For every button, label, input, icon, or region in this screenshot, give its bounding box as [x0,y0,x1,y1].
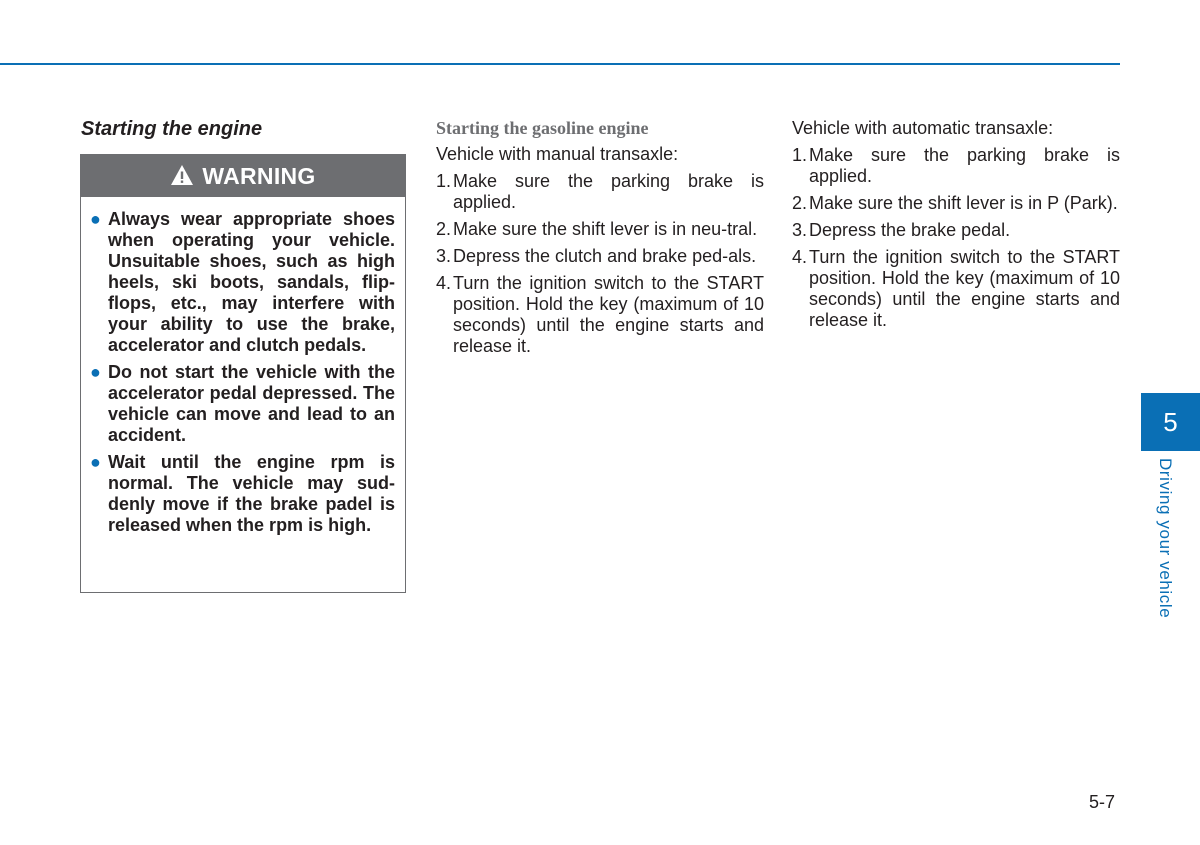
step-item [436,246,764,267]
step-number: 2. [792,193,808,213]
step-item [436,219,764,240]
step-item [436,171,764,213]
page-number: 5-7 [1089,792,1116,812]
step-text: Turn the ignition switch to the START position. Hold the key (maximum of 10 seconds) until the engine starts and release it. [809,247,1120,330]
step-text: Make sure the shift lever is in neu-tral. [453,219,758,239]
warning-item-text: Wait until the engine rpm is normal. The vehicle may sud-denly move if the brake padel is released when the rpm is high. [108,452,395,535]
automatic-steps [792,145,1120,331]
warning-title: WARNING [202,162,316,189]
step-text: Depress the brake pedal. [809,220,1011,240]
step-text: Make sure the shift lever is in P (Park). [809,193,1118,213]
manual-intro: Vehicle with manual transaxle: [436,144,679,164]
chapter-number-tab: 5 [1141,393,1200,451]
top-rule [0,63,1120,65]
bullet-icon: ● [90,209,101,229]
warning-item-text: Always wear appropriate shoes when operating your vehicle. Unsuitable shoes, such as high heels, ski boots, sandals, flip-flops, etc., may interfere with your ability to use the brake, accelerator and clutch pedals. [108,209,395,355]
bullet-icon: ● [90,362,101,382]
section-heading: Starting the engine [81,118,263,140]
warning-item [90,452,395,536]
manual-steps [436,171,764,357]
warning-triangle-icon [170,164,194,186]
step-text: Make sure the parking brake is applied. [453,171,764,212]
step-number: 1. [436,171,452,191]
step-number: 2. [436,219,452,239]
step-text: Turn the ignition switch to the START position. Hold the key (maximum of 10 seconds) until the engine starts and release it. [453,273,764,356]
step-number: 3. [792,220,808,240]
warning-item [90,362,395,446]
warning-item [90,209,395,356]
step-item [792,193,1120,214]
step-text: Make sure the parking brake is applied. [809,145,1120,186]
warning-header [81,155,405,197]
step-item [792,220,1120,241]
step-item [792,247,1120,331]
step-number: 1. [792,145,808,165]
step-number: 4. [436,273,452,293]
manual-transaxle-column [436,117,764,363]
warning-item-text: Do not start the vehicle with the accelerator pedal depressed. The vehicle can move and lead to an accident. [108,362,395,445]
subsection-heading: Starting the gasoline engine [436,118,649,138]
automatic-intro: Vehicle with automatic transaxle: [792,118,1054,138]
automatic-transaxle-column [792,117,1120,337]
bullet-icon: ● [90,452,101,472]
step-number: 4. [792,247,808,267]
step-item [436,273,764,357]
step-item [792,145,1120,187]
warning-list [81,197,405,536]
step-text: Depress the clutch and brake ped-als. [453,246,757,266]
warning-box [80,154,406,593]
step-number: 3. [436,246,452,266]
chapter-title: Driving your vehicle [1156,458,1175,619]
